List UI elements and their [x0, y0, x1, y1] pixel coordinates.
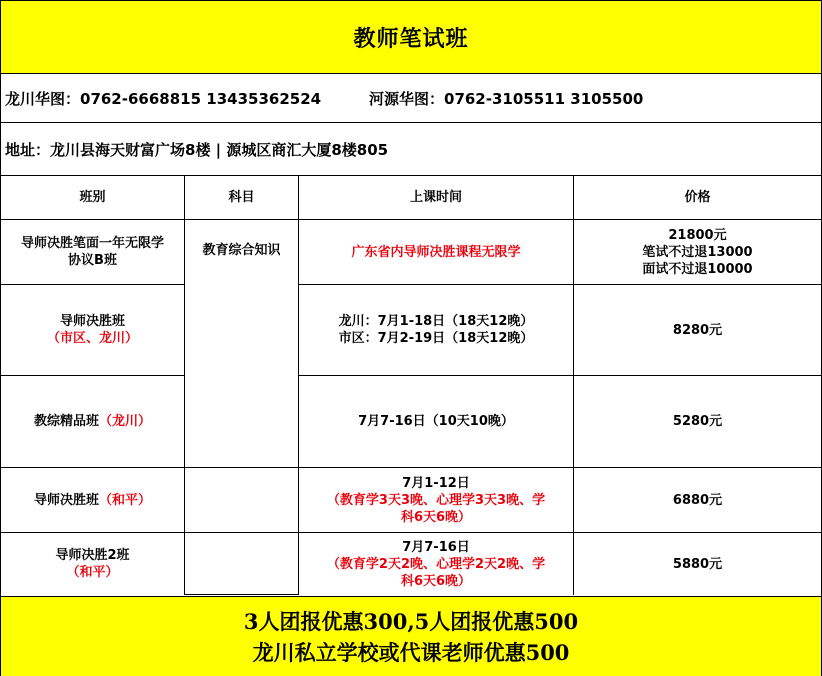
- subject-cell: [185, 220, 299, 468]
- price-value: 5280元: [672, 414, 723, 429]
- table-row-price: [574, 376, 821, 468]
- class-time: 广东省内导师决胜课程无限学: [351, 244, 521, 260]
- subject-cell-empty: [185, 468, 299, 533]
- header-time: 上课时间: [299, 176, 574, 220]
- class-location: （和平）: [66, 565, 119, 580]
- class-name: 导师决胜笔面一年无限学: [20, 236, 164, 251]
- class-name: 导师决胜班: [59, 314, 125, 329]
- teacher-discount: 龙川私立学校或代课老师优惠500: [252, 639, 570, 665]
- class-time: 龙川：7月1-18日（18天12晚）: [338, 314, 534, 329]
- class-schedule: （教育学2天2晚、心理学2天2晚、学: [326, 556, 546, 572]
- price-note: 笔试不过退13000: [642, 244, 753, 260]
- table-row-class: [1, 220, 185, 285]
- contact-row: [1, 74, 821, 123]
- class-name: 导师决胜2班: [55, 548, 130, 563]
- price-value: 21800元: [668, 227, 727, 243]
- address-row: [1, 123, 821, 176]
- class-schedule: （教育学3天3晚、心理学3天3晚、学: [326, 492, 546, 508]
- table-row-time: [299, 533, 574, 595]
- class-name: 协议B班: [68, 253, 117, 268]
- longchuan-phone: 龙川华图：0762-6668815 13435362524: [5, 89, 322, 108]
- table-row-price: [574, 285, 821, 376]
- table-row-price: [574, 468, 821, 533]
- class-location: （和平）: [99, 492, 152, 508]
- class-time: 7月1-12日: [402, 475, 470, 491]
- discount-banner: [1, 596, 821, 676]
- table-row-class: [1, 533, 185, 595]
- table-row-price: [574, 220, 821, 285]
- heyuan-phone: 河源华图：0762-3105511 3105500: [369, 89, 644, 108]
- class-time: 市区：7月2-19日（18天12晚）: [338, 331, 534, 346]
- class-time: 7月7-16日: [402, 539, 470, 555]
- class-schedule: 科6天6晚）: [400, 509, 472, 525]
- group-discount: 3人团报优惠300,5人团报优惠500: [243, 608, 579, 634]
- course-table: [1, 176, 821, 595]
- table-row-time: [299, 220, 574, 285]
- class-time: 7月7-16日（10天10晚）: [358, 414, 514, 429]
- class-schedule: 科6天6晚）: [400, 573, 472, 589]
- class-name: 导师决胜班: [33, 492, 99, 508]
- price-value: 6880元: [672, 492, 723, 508]
- class-location: （市区、龙川）: [46, 331, 138, 346]
- page-title: 教师笔试班: [1, 1, 821, 74]
- table-row-price: [574, 533, 821, 595]
- table-row-class: [1, 285, 185, 376]
- class-name: 教综精品班: [33, 414, 99, 429]
- address-text: 地址：龙川县海天财富广场8楼 | 源城区商汇大厦8楼805: [5, 140, 389, 159]
- table-row-time: [299, 285, 574, 376]
- table-row-class: [1, 376, 185, 468]
- table-row-time: [299, 376, 574, 468]
- header-price: 价格: [574, 176, 821, 220]
- price-value: 5880元: [672, 556, 723, 572]
- table-row-time: [299, 468, 574, 533]
- header-class: 班别: [1, 176, 185, 220]
- table-row-class: [1, 468, 185, 533]
- price-note: 面试不过退10000: [642, 261, 753, 277]
- subject-text: 教育综合知识: [202, 243, 281, 258]
- header-subject: 科目: [185, 176, 299, 220]
- class-location: （龙川）: [99, 414, 152, 429]
- subject-cell-empty: [185, 533, 299, 595]
- price-value: 8280元: [672, 322, 723, 338]
